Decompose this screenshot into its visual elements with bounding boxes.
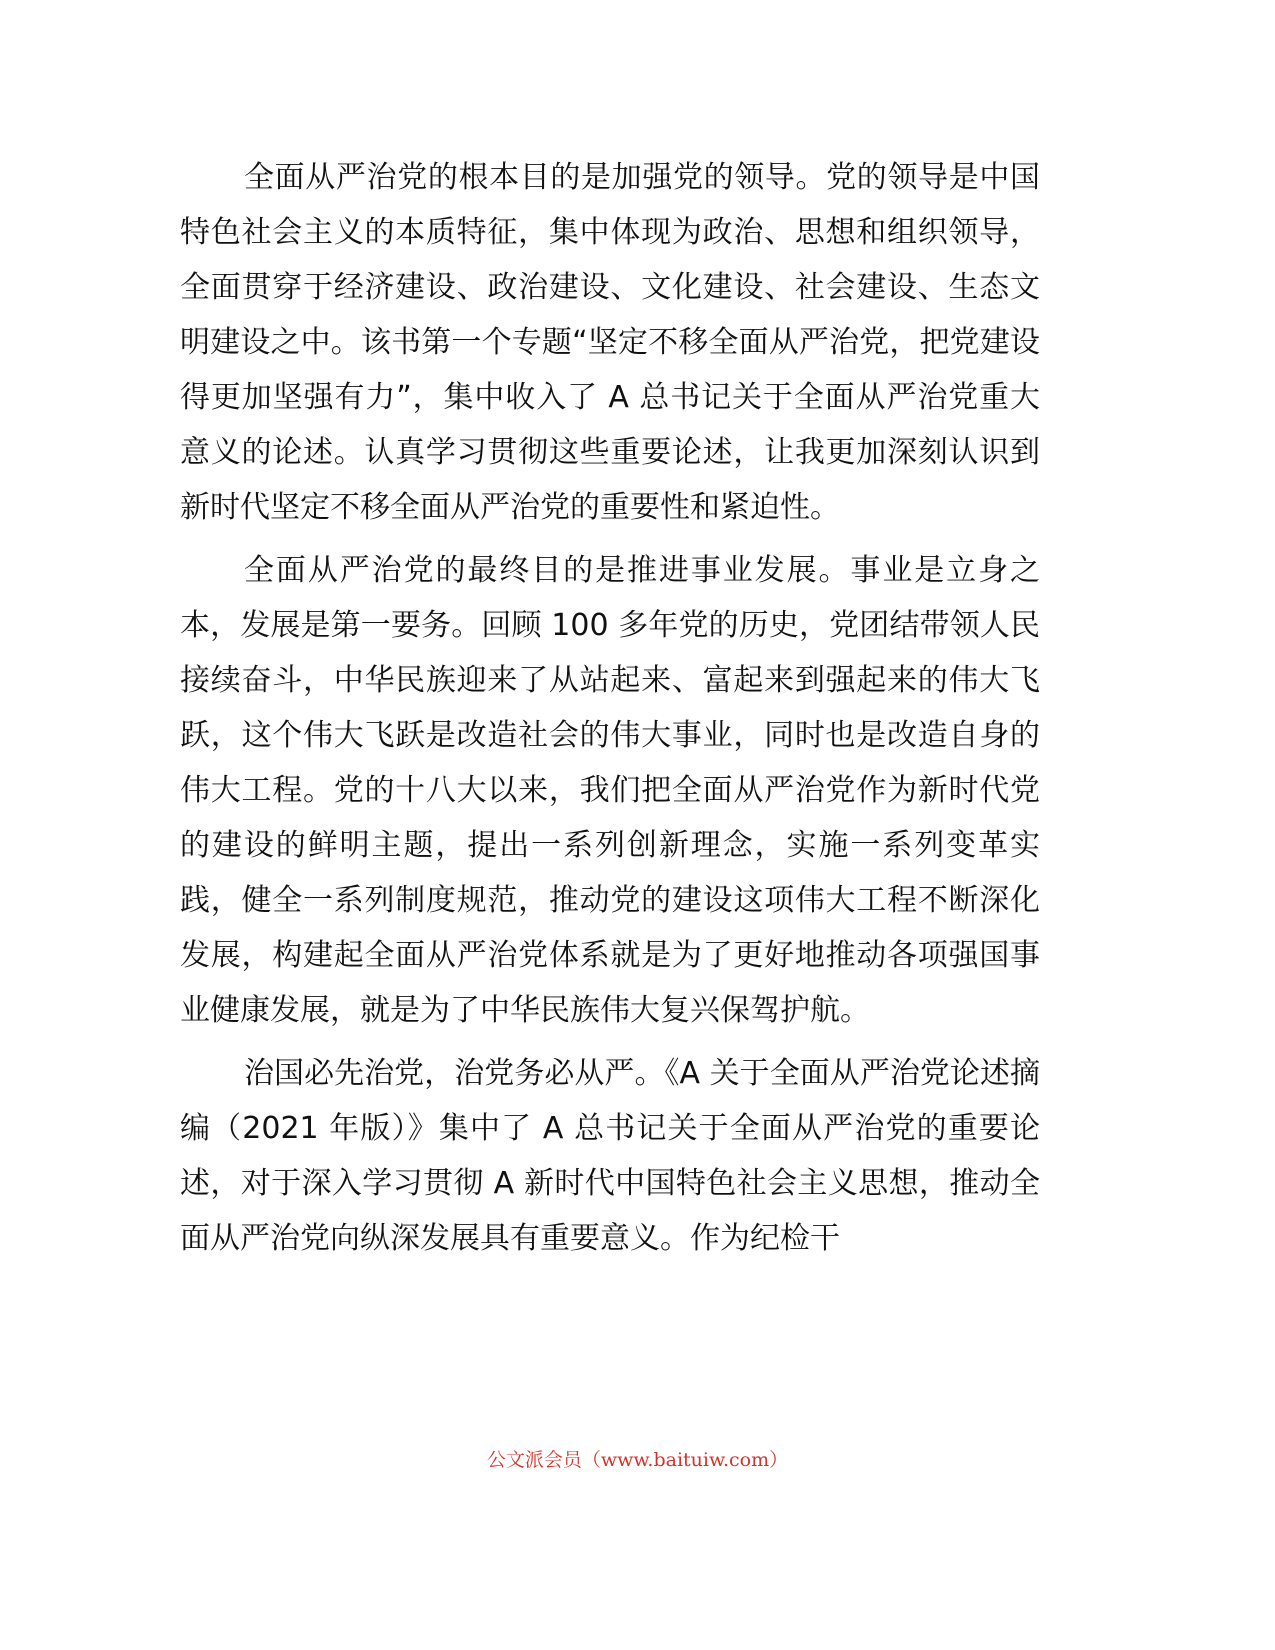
paragraph-3: 治国必先治党，治党务必从严。《A 关于全面从严治党论述摘编（2021 年版）》集中了 A 总书记关于全面从严治党的重要论述，对于深入学习贯彻 A 新时代中国特色社会主义思想，推动全面从严治党向纵深发展具有重要意义。作为纪检干: [180, 1056, 1040, 1256]
paragraph-2: 全面从严治党的最终目的是推进事业发展。事业是立身之本，发展是第一要务。回顾 100 多年党的历史，党团结带领人民接续奋斗，中华民族迎来了从站起来、富起来到强起来的伟大飞跃，这个伟大飞跃是改造社会的伟大事业，同时也是改造自身的伟大工程。党的十八大以来，我们把全面从严治党作为新时代党的建设的鲜明主题，提出一系列创新理念，实施一系列变革实践，健全一系列制度规范，推动党的建设这项伟大工程不断深化发展，构建起全面从严治党体系就是为了更好地推动各项强国事业健康发展，就是为了中华民族伟大复兴保驾护航。: [180, 553, 1040, 1028]
watermark-footer: 公文派会员（www.baituiw.com）: [486, 1449, 789, 1471]
document-body: [180, 150, 1040, 1274]
paragraph-1: 全面从严治党的根本目的是加强党的领导。党的领导是中国特色社会主义的本质特征，集中体现为政治、思想和组织领导，全面贯穿于经济建设、政治建设、文化建设、社会建设、生态文明建设之中。该书第一个专题“坚定不移全面从严治党，把党建设得更加坚强有力”，集中收入了 A 总书记关于全面从严治党重大意义的论述。认真学习贯彻这些重要论述，让我更加深刻认识到新时代坚定不移全面从严治党的重要性和紧迫性。: [180, 160, 1040, 525]
